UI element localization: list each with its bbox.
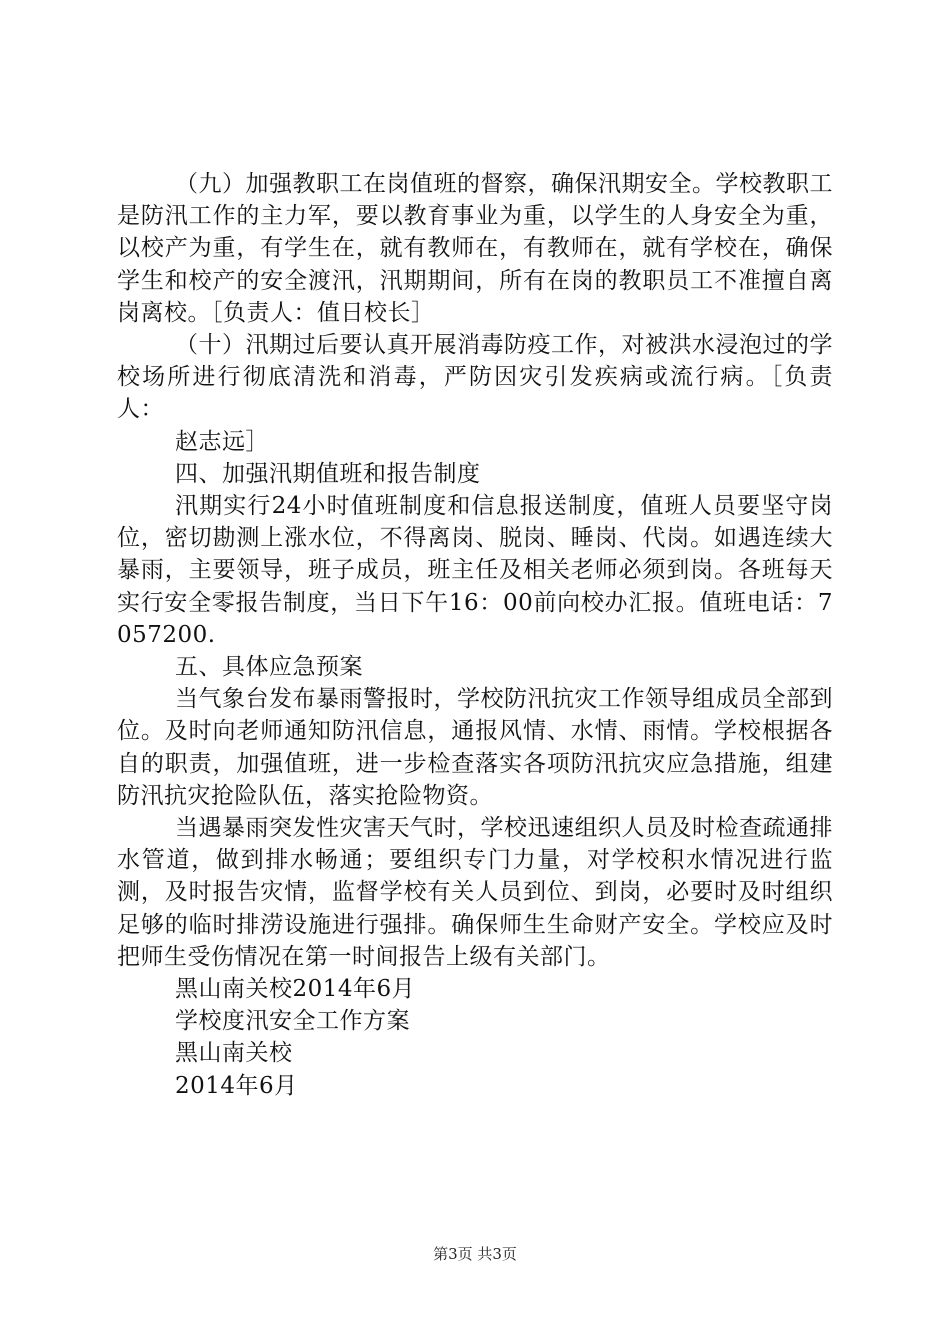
section-heading-duty-reporting: 四、加强汛期值班和报告制度 [175,460,481,487]
paragraph-item-9: （九）加强教职工在岗值班的督察，确保汛期安全。学校教职工是防汛工作的主力军，要以教育事业为重，以学生的人身安全为重，以校产为重，有学生在，就有教师在，有教师在，就有学校在，确保学生和校产的安全渡汛，汛期期间，所有在岗的教职员工不准擅自离岗离校。［负责人：值日校长］ [117,171,833,326]
document-title-line: 学校度汛安全工作方案 [175,1008,410,1035]
paragraph-sudden-storm: 当遇暴雨突发性灾害天气时，学校迅速组织人员及时检查疏通排水管道，做到排水畅通；要组织专门力量，对学校积水情况进行监测，及时报告灾情，监督学校有关人员到位、到岗，必要时及时组织足够的临时排涝设施进行强排。确保师生生命财产安全。学校应及时把师生受伤情况在第一时间报告上级有关部门。 [117,815,833,970]
section-heading-emergency-plan: 五、具体应急预案 [175,654,363,681]
paragraph-responsible-person: 赵志远］ [175,428,269,455]
document-body [117,168,833,1102]
paragraph-item-10: （十）汛期过后要认真开展消毒防疫工作，对被洪水浸泡过的学校场所进行彻底清洗和消毒，严防因灾引发疾病或流行病。［负责人： [117,332,833,423]
page-footer: 第3页 共3页 [433,1245,517,1263]
paragraph-duty-system: 汛期实行24小时值班制度和信息报送制度，值班人员要坚守岗位，密切勘测上涨水位，不得离岗、脱岗、睡岗、代岗。如遇连续大暴雨，主要领导，班子成员，班主任及相关老师必须到岗。各班每天实行安全零报告制度，当日下午16：00前向校办汇报。值班电话：7057200. [117,493,833,648]
paragraph-storm-warning: 当气象台发布暴雨警报时，学校防汛抗灾工作领导组成员全部到位。及时向老师通知防汛信息，通报风情、水情、雨情。学校根据各自的职责，加强值班，进一步检查落实各项防汛抗灾应急措施，组建防汛抗灾抢险队伍，落实抢险物资。 [117,686,833,809]
signature-school: 黑山南关校 [175,1040,293,1067]
signature-school-date: 黑山南关校2014年6月 [175,976,416,1003]
signature-date: 2014年6月 [175,1072,298,1099]
